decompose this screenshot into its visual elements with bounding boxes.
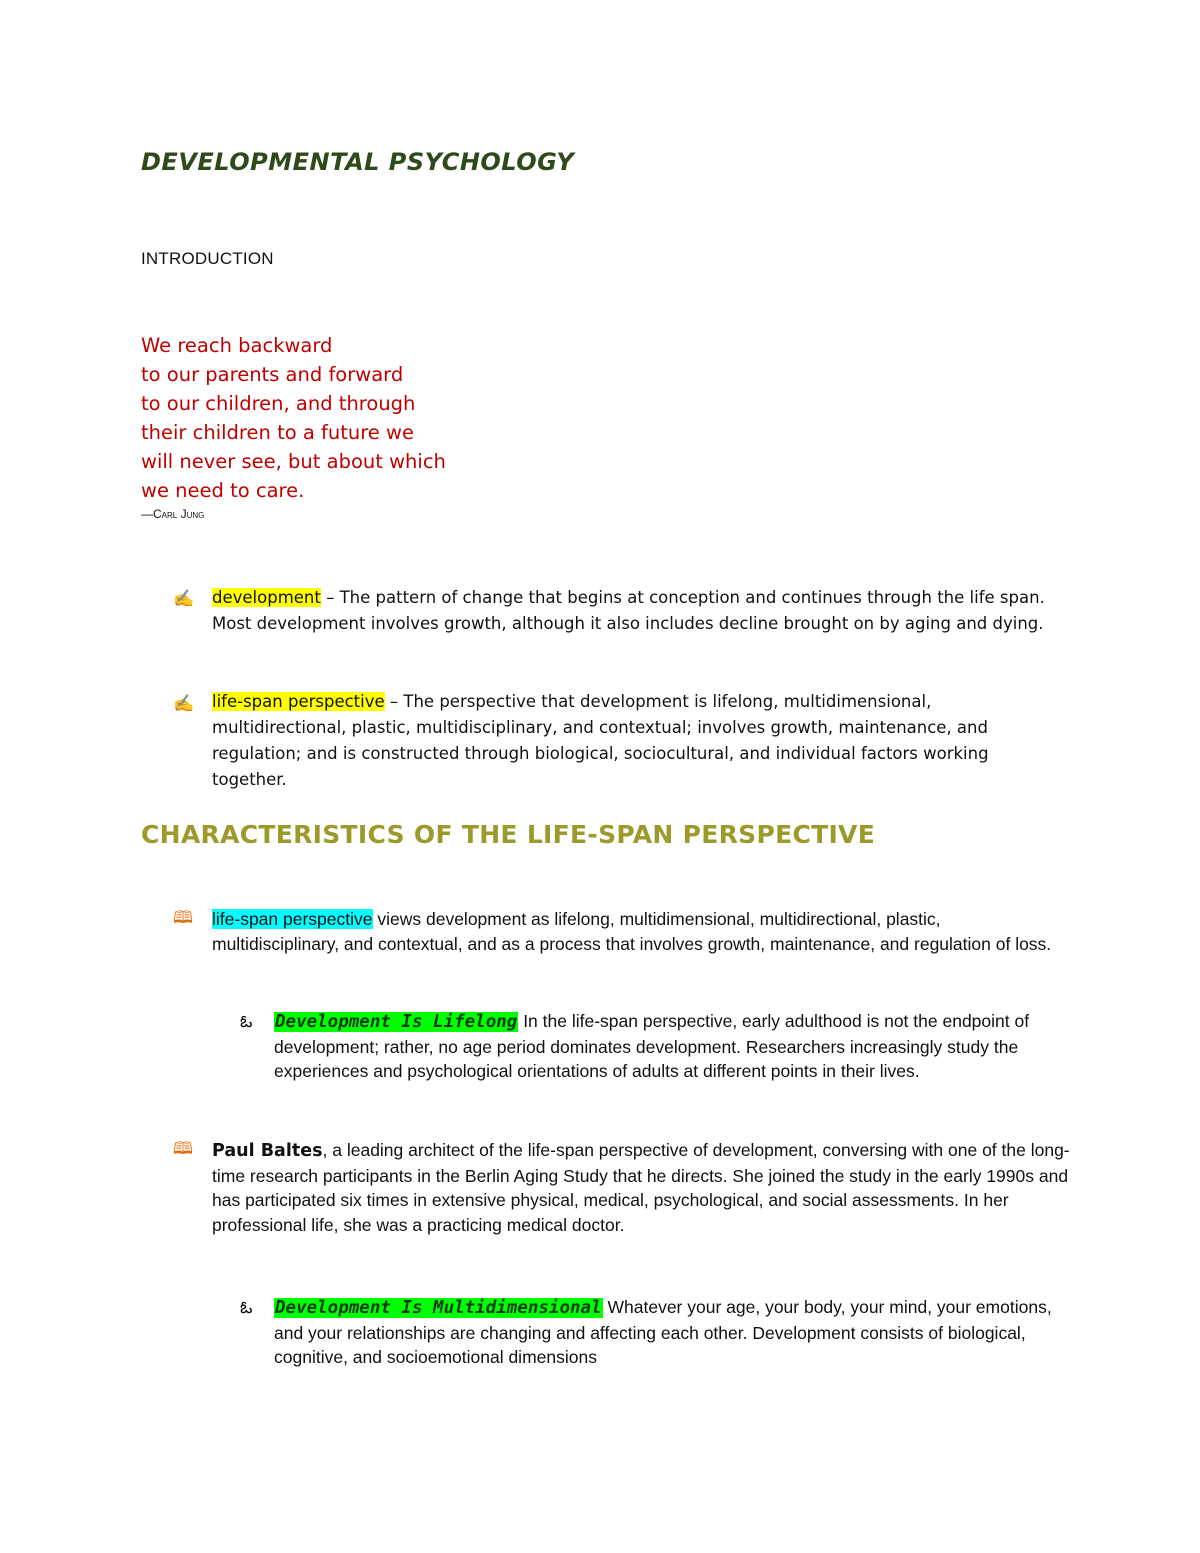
item-term: Paul Baltes	[212, 1141, 323, 1161]
quote-line: we need to care.	[141, 479, 305, 502]
sub-list-item	[274, 1009, 1074, 1084]
intro-label: INTRODUCTION	[141, 249, 274, 268]
pencil-icon: ✍	[173, 694, 195, 713]
item-text: Whatever your age, your body, your mind, your emotions, and your relationships are changing and affecting each other. Development consists of biological, cognitive, and socioemotional dimensions	[274, 1297, 1052, 1367]
sub-list-item	[274, 1295, 1074, 1370]
list-item	[212, 907, 1072, 956]
definition-term: life-span perspective	[212, 692, 385, 711]
book-icon: 🕮	[173, 1139, 194, 1158]
document-title: DEVELOPMENTAL PSYCHOLOGY	[141, 148, 575, 176]
quote-line: to our children, and through	[141, 392, 416, 415]
definition-term: development	[212, 588, 321, 607]
list-item	[212, 1138, 1072, 1237]
item-term: Development Is Lifelong	[275, 1012, 518, 1032]
definition-text: – The perspective that development is lifelong, multidimensional, multidirectional, plastic, multidisciplinary, and contextual; involves growth, maintenance, and regulation; and is constructed through biological, sociocultural, and individual factors working together.	[212, 692, 989, 789]
item-text: In the life-span perspective, early adulthood is not the endpoint of development; rather, no age period dominates development. Researchers increasingly study the experiences and psychological orientations of adults at different points in their lives.	[274, 1011, 1030, 1081]
item-term: Development Is Multidimensional	[275, 1298, 602, 1318]
sub-bullet-icon: ఓ	[240, 1012, 253, 1031]
definition-life-span-perspective	[212, 689, 1062, 793]
quote-line: We reach backward	[141, 334, 333, 357]
quote-line: their children to a future we	[141, 421, 414, 444]
quote-line: will never see, but about which	[141, 450, 446, 473]
epigraph-quote	[141, 331, 446, 505]
item-text: views development as lifelong, multidimensional, multidirectional, plastic, multidisciplinary, and contextual, and as a process that involves growth, maintenance, and regulation of loss.	[212, 909, 1052, 954]
item-term: life-span perspective	[212, 909, 373, 929]
definition-text: – The pattern of change that begins at conception and continues through the life span. Most development involves growth, although it also includes decline brought on by aging and dying.	[212, 588, 1045, 633]
quote-attribution: —Carl Jung	[141, 507, 205, 521]
book-icon: 🕮	[173, 908, 194, 927]
section-heading: CHARACTERISTICS OF THE LIFE-SPAN PERSPECTIVE	[141, 820, 876, 849]
item-text: , a leading architect of the life-span perspective of development, conversing with one of the long-time research participants in the Berlin Aging Study that he directs. She joined the study in the early 1990s and has participated six times in extensive physical, medical, psychological, and social assessments. In her professional life, she was a practicing medical doctor.	[212, 1140, 1070, 1235]
sub-bullet-icon: ఓ	[240, 1298, 253, 1317]
quote-line: to our parents and forward	[141, 363, 404, 386]
pencil-icon: ✍	[173, 589, 195, 608]
definition-development	[212, 585, 1062, 637]
